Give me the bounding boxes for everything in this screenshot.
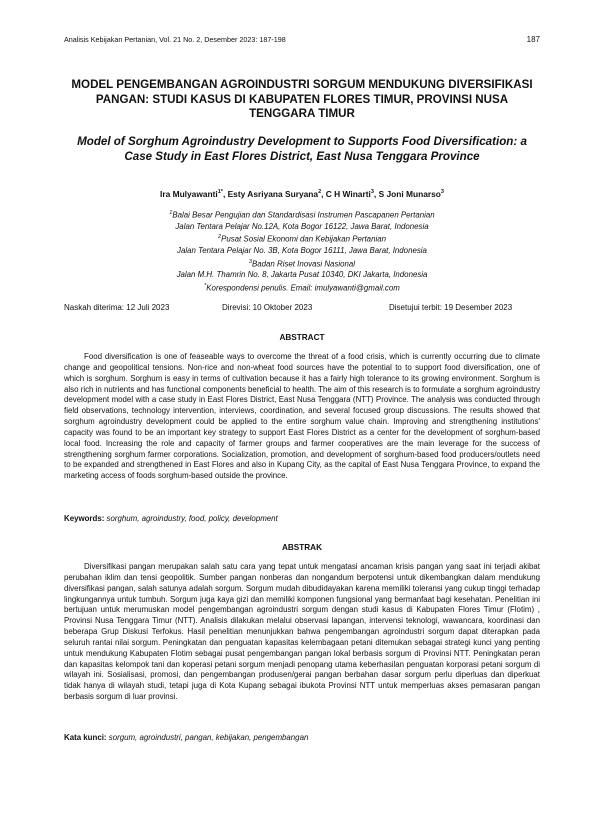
affiliation-3-name <box>64 257 540 271</box>
author-sup: 2 <box>318 189 322 196</box>
author-name: Ira Mulyawanti <box>160 189 218 199</box>
affiliation-2-name <box>64 232 540 246</box>
author-name: Esty Asriyana Suryana <box>227 189 319 199</box>
corresponding-author <box>64 281 540 295</box>
author-list: Ira Mulyawanti$^{1*}$, Esty Asriyana Suryana$^2$, C H Winarti$^3$, S Joni Munarso$^3$ <box>160 189 444 199</box>
affiliation-1-address: Jalan Tentara Pelajar No.12A, Kota Bogor 16122, Jawa Barat, Indonesia <box>175 221 429 231</box>
abstract-heading: ABSTRACT <box>279 333 325 342</box>
affiliation-1-name <box>64 208 540 222</box>
author-sup: 3 <box>370 189 374 196</box>
date-received: Naskah diterima: 12 Juli 2023 <box>64 303 170 312</box>
affiliation-text: Pusat Sosial Ekonomi dan Kebijakan Pertanian <box>221 235 386 245</box>
keywords-list: sorgum, agroindustri, pangan, kebijakan, pengembangan <box>108 733 309 742</box>
affiliation-text: Badan Riset Inovasi Nasional <box>251 259 356 269</box>
abstrak-heading: ABSTRAK <box>281 543 323 552</box>
keywords-list: sorghum, agroindustry, food, policy, development <box>106 514 278 523</box>
author-sup: 1* <box>217 189 223 196</box>
title-english: Model of Sorghum Agroindustry Development to Supports Food Diversification: a Case Study in East Flores District, East Nusa Tenggara Province <box>77 135 527 163</box>
title-indonesian: MODEL PENGEMBANGAN AGROINDUSTRI SORGUM MENDUKUNG DIVERSIFIKASI PANGAN: STUDI KASUS DI KABUPATEN FLORES TIMUR, PROVINSI NUSA TENGGARA TIMUR <box>71 78 533 120</box>
affiliation-text: Balai Besar Pengujian dan Standardisasi Instrumen Pascapanen Pertanian <box>172 210 435 220</box>
running-head: Analisis Kebijakan Pertanian, Vol. 21 No. 2, Desember 2023: 187-198 <box>64 35 286 44</box>
abstract-indonesian-body: Diversifikasi pangan merupakan salah satu cara yang tepat untuk mengatasi ancaman krisis pangan yang saat ini terjadi akibat perubahan iklim dan tensi geopolitik. Sumber pangan nonberas dan nongandum berpotensi untuk dikembangkan dalam mendukung diversifikasi pangan, salah satunya adalah sorgum. Sorgum mudah dibudidayakan karena memiliki toleransi yang cukup tinggi terhadap lingkungannya untuk tumbuh. Sorgum juga kaya gizi dan memiliki komponen fungsional yang bermanfaat bagi kesehatan. Penelitian ini bertujuan untuk merumuskan model pengembangan agroindustri sorgum dengan studi kasus di Kabupaten Flores Timur (Flotim) , Provinsi Nusa Tenggara Timur (NTT). Analisis dilakukan melalui observasi lapangan, intervensi teknologi, wawancara, koordinasi dan beberapa Grup Diskusi Terfokus. Hasil penelitian menunjukkan bahwa pengembangan agroindustri sorgum dapat diterapkan pada seluruh rantai nilai sorgum. Peningkatan dan penguatan kapasitas kelembagaan petani ditemukan sebagai strategi kunci yang penting untuk mendukung Kabupaten Flotim sebagai pusat pengembangan pangan lokal berbasis sorgum di Provinsi NTT. Peningkatan peran dan kapasitas kelompok tani dan koperasi petani sorgum menjadi penopang utama keberhasilan penguatan korporasi petani sorgum di wilayah ini. Sosialisasi, promosi, dan pengembangan produsen/gerai pangan berbahan dasar sorgum perlu diperluas dan diperkuat tidak hanya di wilayah studi, tetapi juga di Kota Kupang sebagai ibukota Provinsi NTT untuk memperluas akses pemasaran pangan berbasis sorgum di luar provinsi. <box>64 562 540 702</box>
keywords-english <box>64 514 540 523</box>
affiliation-text: Korespondensi penulis. Email: imulyawanti@gmail.com <box>206 283 400 293</box>
date-revised: Direvisi: 10 Oktober 2023 <box>222 303 313 312</box>
affiliation-2-address: Jalan Tentara Pelajar No. 3B, Kota Bogor 16111, Jawa Barat, Indonesia <box>177 245 427 255</box>
page-number: 187 <box>526 35 540 44</box>
author-name: C H Winarti <box>325 189 371 199</box>
date-accepted: Disetujui terbit: 19 Desember 2023 <box>389 303 513 312</box>
affiliation-3-address: Jalan M.H. Thamrin No. 8, Jakarta Pusat 10340, DKI Jakarta, Indonesia <box>176 270 428 280</box>
affiliations <box>64 208 540 295</box>
affiliation-sup: 3 <box>248 258 252 265</box>
keywords-label: Keywords: <box>64 514 105 523</box>
author-sup: 3 <box>440 189 444 196</box>
affiliation-sup: 2 <box>218 234 222 241</box>
affiliation-sup: 1 <box>169 210 173 216</box>
affiliation-sup: * <box>204 283 207 290</box>
abstract-english-body: Food diversification is one of feaseable ways to overcome the threat of a food crisis, which is currently occurring due to climate change and geopolitical tensions. Non-rice and non-wheat food sources have the potential to to support food diversification, one of which is sorghum. Sorghum is easy in terms of cultivation because it has a fairly high tolerance to its growing environment. Sorghum is also rich in nutrients and has functional components beneficial to health. The aim of this research is to formulate a sorghum agroindustry development model with a case study in East Flores District, East Nusa Tenggara (NTT) Province. The analysis was conducted through field observations, technology intervention, interviews, coordination, and several focused group discussions. The results showed that sorghum agroindustry development could be applied to the entire sorghum value chain. Improving and strengthening institutions' capacity was found to be an important key strategy to support East Flores District as a center for the development of sorghum-based local food. Increasing the role and capacity of farmer groups and farmer cooperatives are the main leverage for the success of strengthening sorghum farmer corporations. Socialization, promotion, and development of sorghum-based food producers/outlets need to be expanded and strengthened in East Flores and also in Kupang City, as the capital of East Nusa Tenggara Province, to expand the marketing access of foods sorghum-based outside the province. <box>64 352 540 481</box>
keywords-indonesian <box>64 733 540 742</box>
author-name: S Joni Munarso <box>378 189 441 199</box>
keywords-label: Kata kunci: <box>64 733 107 742</box>
